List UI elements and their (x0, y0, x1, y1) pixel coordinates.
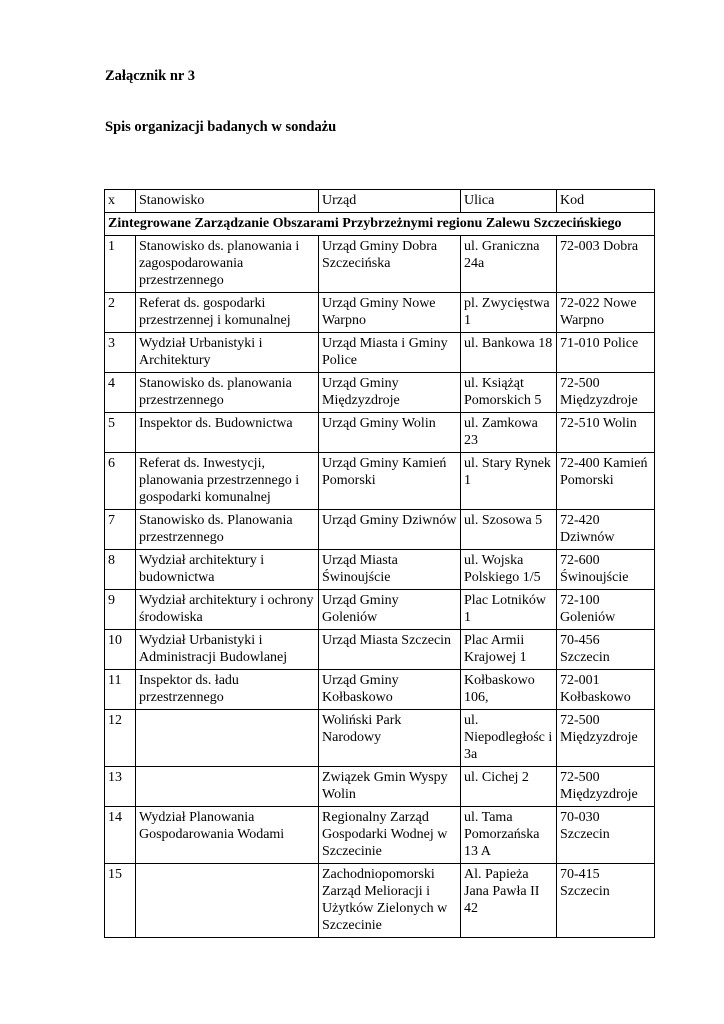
office-cell: Woliński Park Narodowy (319, 710, 461, 767)
table-row (105, 373, 655, 413)
position-cell (136, 864, 319, 938)
street-cell: Plac Armii Krajowej 1 (461, 630, 557, 670)
postal-code-cell: 70-030 Szczecin (557, 807, 655, 864)
position-cell: Wydział Urbanistyki i Administracji Budowlanej (136, 630, 319, 670)
postal-code-cell: 72-003 Dobra (557, 236, 655, 293)
organizations-table (104, 189, 655, 938)
position-cell: Stanowisko ds. Planowania przestrzennego (136, 510, 319, 550)
table-row (105, 333, 655, 373)
row-number: 8 (105, 550, 136, 590)
row-number: 12 (105, 710, 136, 767)
street-cell: ul. Książąt Pomorskich 5 (461, 373, 557, 413)
position-cell: Wydział architektury i ochrony środowiska (136, 590, 319, 630)
column-header: Urząd (319, 190, 461, 213)
position-cell: Wydział Planowania Gospodarowania Wodami (136, 807, 319, 864)
position-cell (136, 710, 319, 767)
table-row (105, 710, 655, 767)
street-cell: ul. Stary Rynek 1 (461, 453, 557, 510)
table-header-row (105, 190, 655, 213)
section-title: Zintegrowane Zarządzanie Obszarami Przybrzeżnymi regionu Zalewu Szczecińskiego (105, 213, 655, 236)
table-row (105, 550, 655, 590)
row-number: 13 (105, 767, 136, 807)
row-number: 15 (105, 864, 136, 938)
street-cell: ul. Cichej 2 (461, 767, 557, 807)
position-cell: Stanowisko ds. planowania przestrzennego (136, 373, 319, 413)
position-cell: Inspektor ds. ładu przestrzennego (136, 670, 319, 710)
street-cell: Kołbaskowo 106, (461, 670, 557, 710)
postal-code-cell: 70-415 Szczecin (557, 864, 655, 938)
street-cell: ul. Wojska Polskiego 1/5 (461, 550, 557, 590)
office-cell: Urząd Gminy Dobra Szczecińska (319, 236, 461, 293)
postal-code-cell: 70-456 Szczecin (557, 630, 655, 670)
column-header: Kod (557, 190, 655, 213)
table-row (105, 670, 655, 710)
postal-code-cell: 72-600 Świnoujście (557, 550, 655, 590)
office-cell: Urząd Gminy Nowe Warpno (319, 293, 461, 333)
position-cell: Stanowisko ds. planowania i zagospodarowania przestrzennego (136, 236, 319, 293)
table-row (105, 453, 655, 510)
row-number: 6 (105, 453, 136, 510)
office-cell: Urząd Gminy Kamień Pomorski (319, 453, 461, 510)
column-header: Ulica (461, 190, 557, 213)
office-cell: Urząd Gminy Międzyzdroje (319, 373, 461, 413)
column-header: x (105, 190, 136, 213)
position-cell: Wydział architektury i budownictwa (136, 550, 319, 590)
office-cell: Urząd Miasta Szczecin (319, 630, 461, 670)
table-row (105, 293, 655, 333)
row-number: 7 (105, 510, 136, 550)
street-cell: Al. Papieża Jana Pawła II 42 (461, 864, 557, 938)
postal-code-cell: 72-500 Międzyzdroje (557, 767, 655, 807)
street-cell: ul. Tama Pomorzańska 13 A (461, 807, 557, 864)
postal-code-cell: 72-100 Goleniów (557, 590, 655, 630)
row-number: 9 (105, 590, 136, 630)
row-number: 2 (105, 293, 136, 333)
street-cell: pl. Zwycięstwa 1 (461, 293, 557, 333)
street-cell: ul. Graniczna 24a (461, 236, 557, 293)
table-row (105, 413, 655, 453)
postal-code-cell: 72-022 Nowe Warpno (557, 293, 655, 333)
table-row (105, 807, 655, 864)
street-cell: ul. Szosowa 5 (461, 510, 557, 550)
office-cell: Zachodniopomorski Zarząd Melioracji i Użytków Zielonych w Szczecinie (319, 864, 461, 938)
postal-code-cell: 72-500 Międzyzdroje (557, 710, 655, 767)
postal-code-cell: 72-001 Kołbaskowo (557, 670, 655, 710)
postal-code-cell: 72-400 Kamień Pomorski (557, 453, 655, 510)
position-cell: Wydział Urbanistyki i Architektury (136, 333, 319, 373)
table-row (105, 864, 655, 938)
position-cell: Referat ds. gospodarki przestrzennej i komunalnej (136, 293, 319, 333)
street-cell: ul. Bankowa 18 (461, 333, 557, 373)
row-number: 3 (105, 333, 136, 373)
postal-code-cell: 72-500 Międzyzdroje (557, 373, 655, 413)
office-cell: Związek Gmin Wyspy Wolin (319, 767, 461, 807)
table-row (105, 510, 655, 550)
office-cell: Urząd Miasta Świnoujście (319, 550, 461, 590)
postal-code-cell: 72-510 Wolin (557, 413, 655, 453)
column-header: Stanowisko (136, 190, 319, 213)
table-row (105, 630, 655, 670)
office-cell: Urząd Gminy Wolin (319, 413, 461, 453)
row-number: 10 (105, 630, 136, 670)
office-cell: Urząd Gminy Dziwnów (319, 510, 461, 550)
table-row (105, 767, 655, 807)
office-cell: Urząd Gminy Goleniów (319, 590, 461, 630)
row-number: 14 (105, 807, 136, 864)
row-number: 5 (105, 413, 136, 453)
position-cell: Inspektor ds. Budownictwa (136, 413, 319, 453)
table-row (105, 590, 655, 630)
row-number: 11 (105, 670, 136, 710)
position-cell (136, 767, 319, 807)
office-cell: Urząd Gminy Kołbaskowo (319, 670, 461, 710)
street-cell: ul. Zamkowa 23 (461, 413, 557, 453)
street-cell: ul. Niepodległośc i 3a (461, 710, 557, 767)
postal-code-cell: 71-010 Police (557, 333, 655, 373)
position-cell: Referat ds. Inwestycji, planowania przestrzennego i gospodarki komunalnej (136, 453, 319, 510)
office-cell: Regionalny Zarząd Gospodarki Wodnej w Szczecinie (319, 807, 461, 864)
section-row (105, 213, 655, 236)
table-row (105, 236, 655, 293)
row-number: 1 (105, 236, 136, 293)
postal-code-cell: 72-420 Dziwnów (557, 510, 655, 550)
street-cell: Plac Lotników 1 (461, 590, 557, 630)
row-number: 4 (105, 373, 136, 413)
page-title: Załącznik nr 3 (105, 68, 195, 84)
page-subtitle: Spis organizacji badanych w sondażu (105, 119, 337, 135)
office-cell: Urząd Miasta i Gminy Police (319, 333, 461, 373)
